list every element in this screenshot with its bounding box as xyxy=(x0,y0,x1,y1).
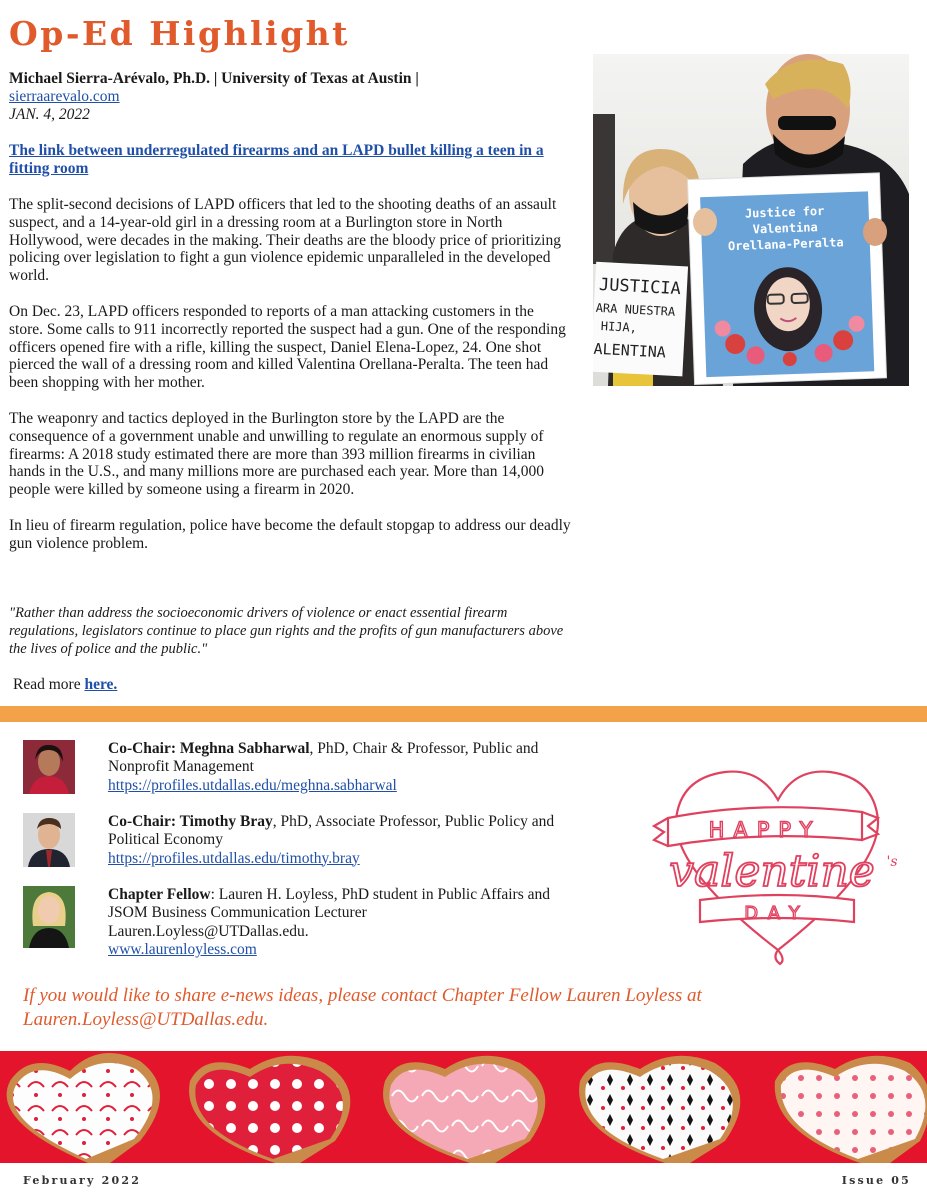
heart-cookies-banner xyxy=(0,1051,927,1163)
sign-text: Orellana-Peralta xyxy=(727,235,844,254)
sign-text: JUSTICIA xyxy=(598,274,682,300)
person-info xyxy=(108,813,568,868)
valentine-text: HAPPY xyxy=(708,818,822,842)
valentine-text: DAY xyxy=(744,903,810,924)
author-affiliation: Michael Sierra-Arévalo, Ph.D. | University of Texas at Austin | xyxy=(9,70,419,87)
person-desc: : Lauren H. Loyless, PhD student in Public Affairs and JSOM Business Communication Lecturer xyxy=(108,886,550,922)
person-desc: , PhD, Chair & Professor, Public and Nonprofit Management xyxy=(108,740,539,776)
sign-text: ALENTINA xyxy=(593,339,667,362)
person-role: Chapter Fellow xyxy=(108,886,211,903)
paragraph: In lieu of firearm regulation, police have become the default stopgap to address our deadly gun violence problem. xyxy=(9,516,571,552)
sign-text: Valentina xyxy=(752,220,818,237)
sign-text: ARA NUESTRA xyxy=(595,300,676,319)
read-more xyxy=(13,676,117,694)
profile-link[interactable]: www.laurenloyless.com xyxy=(108,940,257,958)
contact-note: If you would like to share e-news ideas, please contact Chapter Fellow Lauren Loyless at Lauren.Loyless@UTDallas.edu. xyxy=(23,985,702,1030)
person-role: Co-Chair: Timothy Bray xyxy=(108,813,273,830)
publish-date: JAN. 4, 2022 xyxy=(9,106,90,123)
page-title: Op-Ed Highlight xyxy=(9,14,350,53)
pull-quote: "Rather than address the socioeconomic drivers of violence or enact essential firearm regulations, legislators continue to place gun rights and the profits of gun manufacturers above the lives of police and the public." xyxy=(9,605,564,657)
article-body xyxy=(9,196,571,571)
footer-issue: Issue 05 xyxy=(841,1174,911,1187)
avatar xyxy=(23,740,75,794)
author-website-link[interactable]: sierraarevalo.com xyxy=(9,88,120,105)
person-info xyxy=(108,740,568,795)
valentine-graphic xyxy=(640,760,910,970)
byline xyxy=(9,70,569,124)
sign-text: HIJA, xyxy=(600,319,638,335)
paragraph: On Dec. 23, LAPD officers responded to reports of a man attacking customers in the store. Some calls to 911 incorrectly reported the suspect had a gun. One of the responding officers opened fire with a rifle, killing the suspect, Daniel Elena-Lopez, 24. One shot pierced the wall of a dressing room and killed Valentina Orellana-Peralta. The teen had been shopping with her mother. xyxy=(9,302,566,392)
read-more-link[interactable]: here. xyxy=(84,676,118,693)
sign-text: Justice for xyxy=(744,203,825,221)
footer-date: February 2022 xyxy=(23,1174,142,1187)
paragraph: The weaponry and tactics deployed in the Burlington store by the LAPD are the consequence of a government unable and unwilling to regulate an enormous supply of firearms: A 2018 study estimated there are more than 393 million firearms in civilian hands in the U.S., and many millions more are purchased each year. More than 14,000 people were killed by someone using a firearm in 2020. xyxy=(9,409,545,499)
profile-link[interactable]: https://profiles.utdallas.edu/meghna.sabharwal xyxy=(108,776,397,794)
person-email: Lauren.Loyless@UTDallas.edu. xyxy=(108,922,309,940)
avatar xyxy=(23,813,75,867)
protest-photo xyxy=(593,54,909,386)
person-info xyxy=(108,886,568,959)
article-title-link[interactable]: The link between underregulated firearms and an LAPD bullet killing a teen in a fitting room xyxy=(9,142,544,177)
read-more-label: Read more xyxy=(13,676,81,693)
paragraph: The split-second decisions of LAPD officers that led to the shooting deaths of an assault suspect, and a 14-year-old girl in a dressing room at a Burlington store in North Hollywood, were decades in the making. Their deaths are the bloody price of prioritizing policing over legislation to fight a gun violence epidemic unparalleled in the developed world. xyxy=(9,196,561,285)
person-role: Co-Chair: Meghna Sabharwal xyxy=(108,740,310,757)
avatar xyxy=(23,886,75,948)
person-desc: , PhD, Associate Professor, Public Policy and Political Economy xyxy=(108,813,555,849)
section-divider xyxy=(0,706,927,722)
article-headline xyxy=(9,142,569,178)
profile-link[interactable]: https://profiles.utdallas.edu/timothy.bray xyxy=(108,849,360,867)
valentine-text: valentine xyxy=(669,846,875,897)
valentine-text: 's xyxy=(886,854,898,870)
